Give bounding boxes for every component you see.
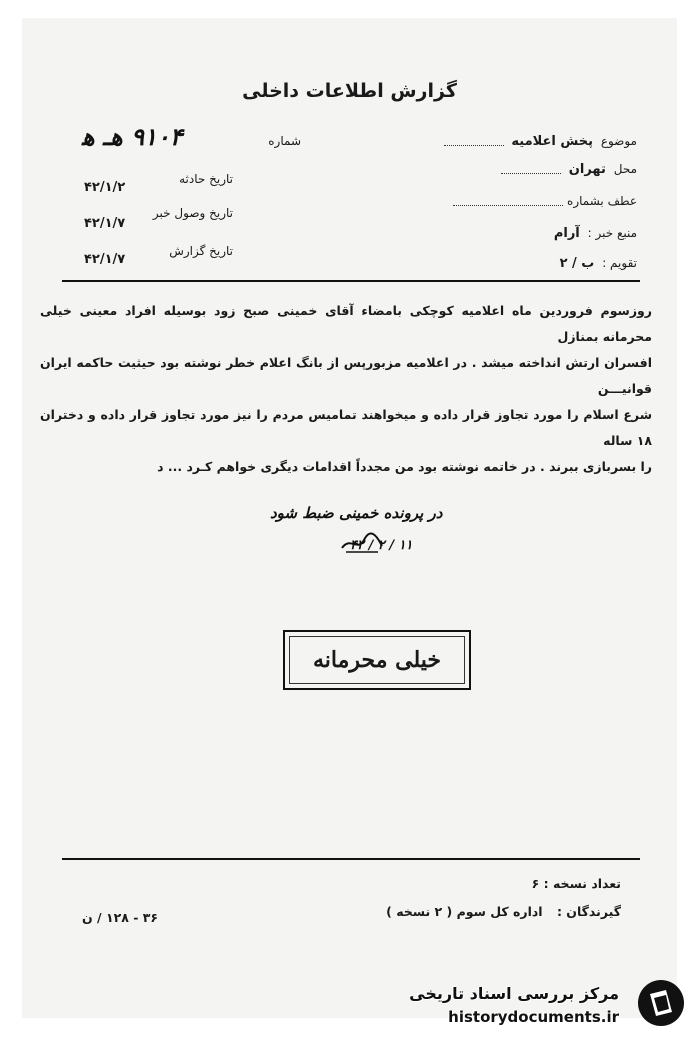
copies-value: ۶ xyxy=(531,876,540,891)
source-value: آرام xyxy=(553,226,580,241)
recipients-label: گیرندگان : xyxy=(556,904,621,919)
copies-field xyxy=(532,876,621,891)
watermark-url: historydocuments.ir xyxy=(448,1008,619,1026)
subject-label: موضوع xyxy=(600,134,637,148)
body-line: شرع اسلام را مورد تجاوز قرار داده و میخواهند تمامیس مردم را نیز مورد تجاوز قرار داده و دختران ۱۸ ساله xyxy=(40,407,652,448)
body-line: افسران ارتش انداخته میشد . در اعلامیه مزبورپس از بانگ اعلام خطر نوشته بود حیثیت حاکمه ایران قوانیـــن xyxy=(40,355,652,396)
header-divider xyxy=(62,280,640,282)
report-body xyxy=(40,298,652,480)
handwritten-note: در پرونده خمینی ضبط شود xyxy=(270,504,443,522)
recipients-field xyxy=(386,904,621,919)
recipients-value: اداره کل سوم ( ۲ نسخه ) xyxy=(386,904,543,919)
archive-logo-icon xyxy=(636,978,686,1028)
body-line: را بسربازی ببرند . در خاتمه نوشته بود من مجدداً اقدامات دیگری خواهم کـرد ... د xyxy=(157,459,652,474)
evaluation-field xyxy=(556,256,637,271)
place-value: تهران xyxy=(568,162,606,177)
source-field xyxy=(550,226,637,241)
document-title: گزارش اطلاعات داخلی xyxy=(242,80,457,102)
ref-dots xyxy=(453,197,563,206)
report-date-label: تاریخ گزارش xyxy=(169,244,233,258)
subject-dots xyxy=(444,137,504,146)
ref-label: عطف بشماره xyxy=(567,194,637,208)
place-dots xyxy=(501,165,561,174)
event-date-field xyxy=(179,172,233,186)
receipt-date-label: تاریخ وصول خبر xyxy=(152,206,233,220)
body-line: روزسوم فروردین ماه اعلامیه کوچکی بامضاء آقای خمینی صبح زود بوسیله افراد معینی خیلی محرمانه بمنازل xyxy=(40,303,652,344)
event-date-value: ۴۲/۱/۲ xyxy=(84,180,126,195)
subject-value: پخش اعلامیه xyxy=(511,134,593,149)
report-date-field xyxy=(169,244,233,258)
signature-scribble xyxy=(340,530,384,558)
watermark-title: مرکز بررسی اسناد تاریخی xyxy=(409,984,619,1003)
footer-divider xyxy=(62,858,640,860)
subject-field xyxy=(444,134,637,149)
stamp-inner-border xyxy=(289,636,465,684)
place-field xyxy=(501,162,637,177)
receipt-date-field xyxy=(153,206,233,220)
place-label: محل xyxy=(613,162,637,176)
ref-field xyxy=(453,194,637,208)
stamp-text: خیلی محرمانه xyxy=(312,647,442,673)
number-value-handwritten: ۹۱۰۴ هـ ه‍ xyxy=(82,122,183,151)
source-label: منبع خبر : xyxy=(587,226,637,240)
evaluation-label: تقویم : xyxy=(602,256,637,270)
event-date-label: تاریخ حادثه xyxy=(179,172,233,186)
document-code: ۳۶ - ۱۲۸ / ن xyxy=(82,910,159,925)
handwritten-date: ۱۱ / ۲ / ۴۲ xyxy=(350,538,413,553)
copies-label: تعداد نسخه : xyxy=(543,876,621,891)
report-date-value: ۴۲/۱/۷ xyxy=(84,252,126,267)
confidential-stamp xyxy=(283,630,471,690)
evaluation-value: ب / ۲ xyxy=(559,256,595,271)
number-label: شماره xyxy=(268,134,301,148)
receipt-date-value: ۴۲/۱/۷ xyxy=(84,216,126,231)
number-field xyxy=(268,134,301,148)
